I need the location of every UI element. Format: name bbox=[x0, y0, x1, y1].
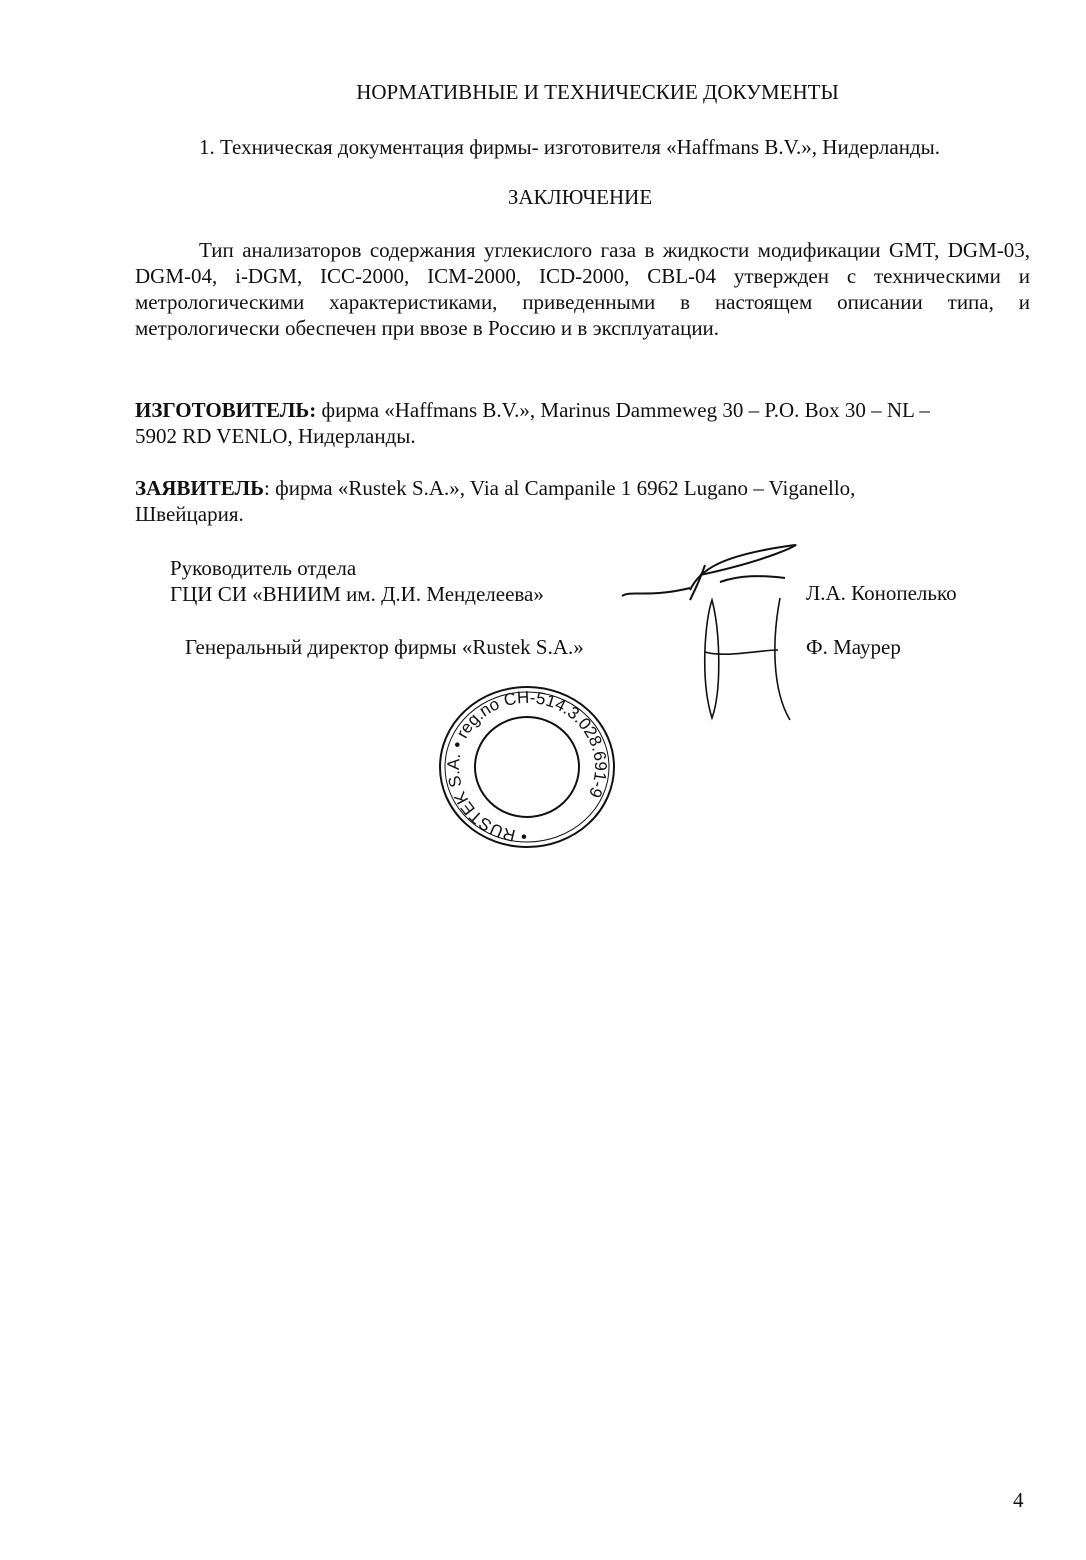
signature-1 bbox=[622, 545, 796, 600]
applicant-address-line1: : фирма «Rustek S.A.», Via al Campanile 1 6962 Lugano – Viganello, bbox=[264, 476, 856, 500]
heading-normative-documents: НОРМАТИВНЫЕ И ТЕХНИЧЕСКИЕ ДОКУМЕНТЫ bbox=[356, 80, 839, 104]
stamp-text: • RUSTEK S.A. • reg.no CH-514.3.028.691-9 bbox=[443, 687, 611, 847]
manufacturer-label: ИЗГОТОВИТЕЛЬ: bbox=[135, 398, 317, 422]
signatory1-name: Л.А. Конопелько bbox=[806, 581, 957, 605]
company-stamp bbox=[430, 675, 630, 860]
heading-conclusion: ЗАКЛЮЧЕНИЕ bbox=[507, 185, 653, 209]
signatory2-title: Генеральный директор фирмы «Rustek S.A.» bbox=[185, 635, 584, 659]
page-number: 4 bbox=[1013, 1488, 1024, 1512]
signatory1-title-line2: ГЦИ СИ «ВНИИМ им. Д.И. Менделеева» bbox=[170, 582, 544, 606]
signature-2 bbox=[705, 598, 790, 720]
manufacturer-address-line2: 5902 RD VENLO, Нидерланды. bbox=[135, 424, 416, 448]
signatures bbox=[615, 535, 800, 730]
signatory2-name: Ф. Маурер bbox=[806, 635, 901, 659]
manufacturer-block bbox=[135, 397, 1035, 449]
signatory1-title-line1: Руководитель отдела bbox=[170, 556, 357, 580]
conclusion-paragraph: Тип анализаторов содержания углекислого газа в жидкости модификации GMT, DGM-03, DGM-04, i-DGM, ICC-2000, ICM-2000, ICD-2000, CBL-04 утвержден с техническими и метрологическими характеристиками, приведенными в настоящем описании типа, и метрологически обеспечен при ввозе в Россию и в эксплуатации. bbox=[135, 238, 1030, 340]
applicant-block bbox=[135, 475, 1035, 527]
applicant-label: ЗАЯВИТЕЛЬ bbox=[135, 476, 265, 500]
applicant-address-line2: Швейцария. bbox=[135, 502, 244, 526]
document-list-item: 1. Техническая документация фирмы- изготовителя «Haffmans B.V.», Нидерланды. bbox=[199, 135, 940, 159]
signatory1-title bbox=[170, 555, 544, 607]
manufacturer-address-line1: фирма «Haffmans B.V.», Marinus Dammeweg 30 – P.O. Box 30 – NL – bbox=[316, 398, 930, 422]
svg-text:• RUSTEK S.A. • reg.no CH-514. bbox=[444, 688, 610, 846]
